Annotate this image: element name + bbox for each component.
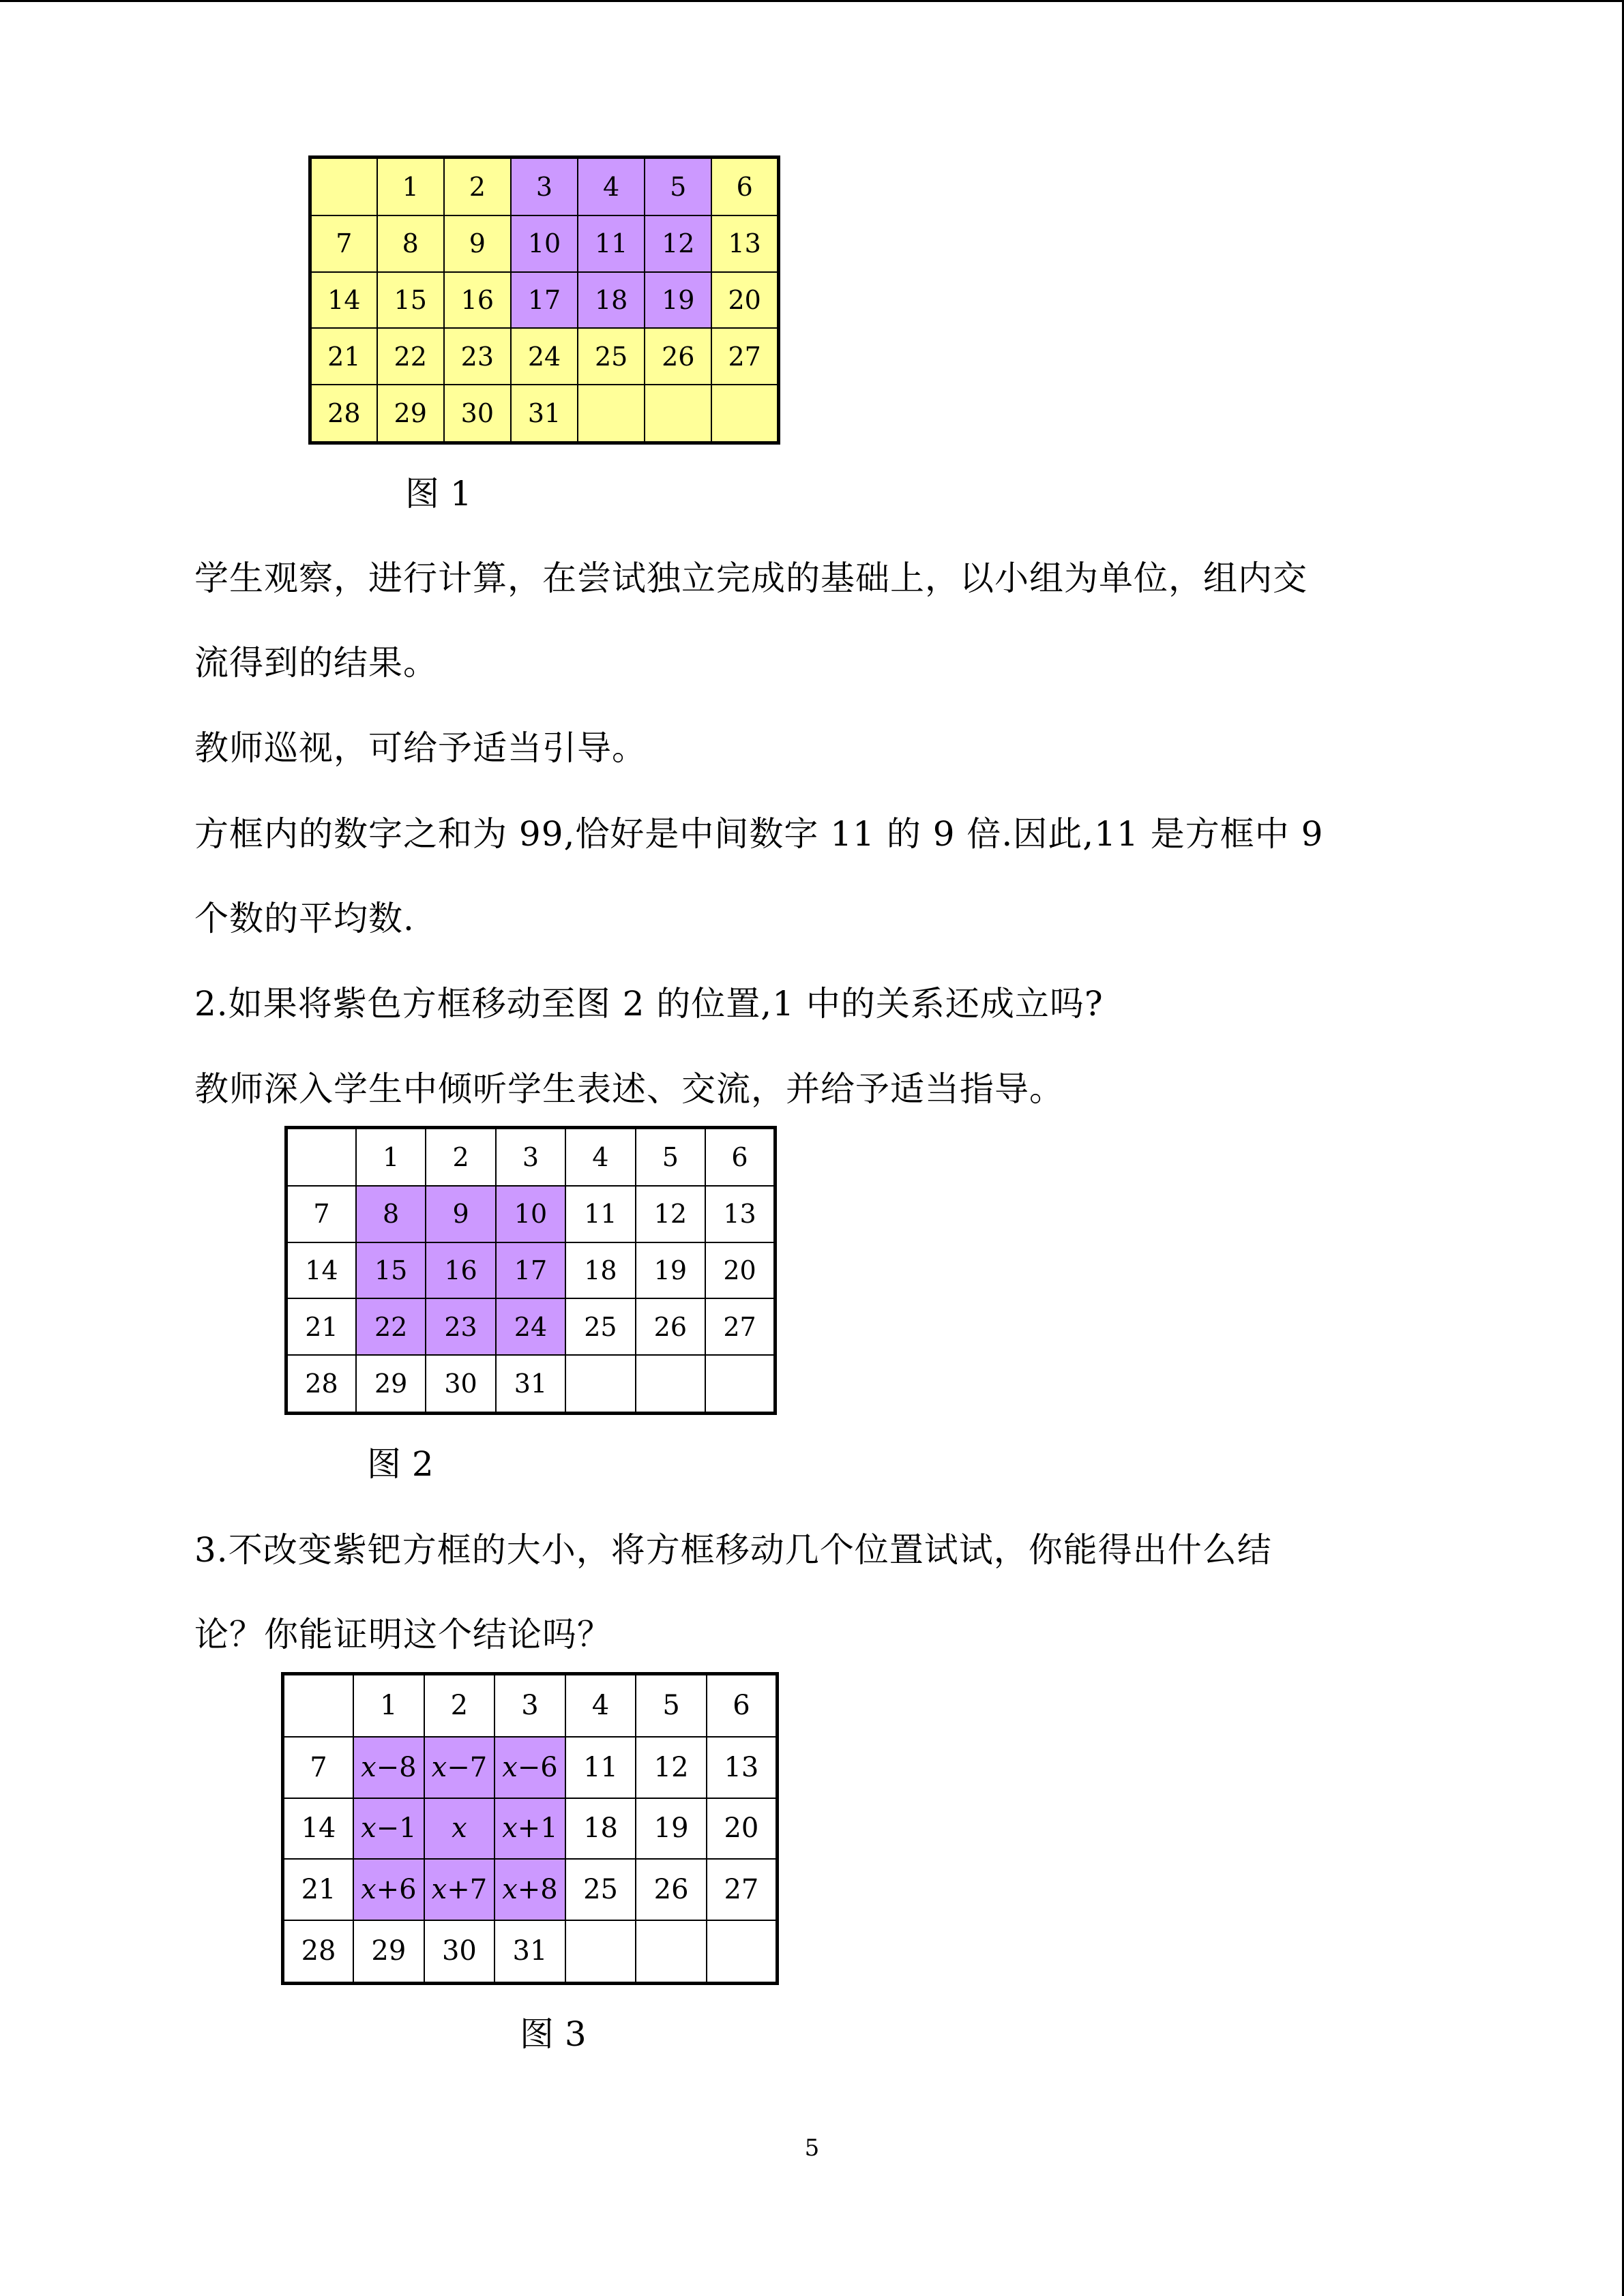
- table-row: [283, 1859, 778, 1920]
- table-cell: [636, 1920, 707, 1984]
- highlighted-cell: 19: [645, 272, 711, 329]
- highlighted-cell: 9: [426, 1186, 495, 1242]
- highlighted-cell: 15: [356, 1242, 426, 1299]
- table-cell: 7: [283, 1737, 354, 1798]
- table-cell: 1: [353, 1674, 424, 1737]
- top-border-line: [0, 0, 1624, 2]
- table-cell: 5: [636, 1128, 705, 1186]
- table-row: [310, 158, 779, 215]
- highlighted-cell: 17: [511, 272, 578, 329]
- highlighted-cell: 4: [578, 158, 645, 215]
- table-cell: 21: [310, 328, 377, 385]
- highlighted-cell: 10: [511, 215, 578, 272]
- table-cell: 24: [511, 328, 578, 385]
- highlighted-cell: 3: [511, 158, 578, 215]
- algebra-cell: x−7: [424, 1737, 495, 1798]
- question-2: 2.如果将紫色方框移动至图 2 的位置,1 中的关系还成立吗?: [194, 984, 1104, 1024]
- table-cell: 29: [353, 1920, 424, 1984]
- paragraph-line: 教师深入学生中倾听学生表述、交流，并给予适当指导。: [194, 1069, 1064, 1109]
- table-cell: [645, 385, 711, 443]
- table-cell: 19: [636, 1242, 705, 1299]
- highlighted-cell: 24: [496, 1298, 565, 1355]
- table-cell: 20: [711, 272, 778, 329]
- highlighted-cell: 23: [426, 1298, 495, 1355]
- paragraph-line: 教师巡视，可给予适当引导。: [194, 728, 647, 768]
- figure3-caption: 图 3: [520, 2014, 587, 2054]
- table-cell: 9: [444, 215, 511, 272]
- algebra-cell: x+6: [353, 1859, 424, 1920]
- table-cell: [636, 1355, 705, 1413]
- algebra-cell: x−6: [494, 1737, 565, 1798]
- table-cell: 21: [283, 1859, 354, 1920]
- table-cell: 18: [565, 1242, 635, 1299]
- table-cell: 3: [496, 1128, 565, 1186]
- highlighted-cell: 12: [645, 215, 711, 272]
- table-cell: [310, 158, 377, 215]
- table-row: [286, 1128, 776, 1186]
- paragraph-line: 个数的平均数.: [194, 899, 415, 938]
- figure1-calendar-table: [308, 155, 780, 445]
- table-cell: 13: [711, 215, 778, 272]
- table-cell: 30: [424, 1920, 495, 1984]
- highlighted-cell: 8: [356, 1186, 426, 1242]
- table-cell: 8: [377, 215, 444, 272]
- highlighted-cell: 17: [496, 1242, 565, 1299]
- table-row: [286, 1242, 776, 1299]
- table-cell: 2: [444, 158, 511, 215]
- table-cell: 14: [283, 1798, 354, 1860]
- table-cell: 21: [286, 1298, 356, 1355]
- table-cell: 26: [636, 1298, 705, 1355]
- table-row: [283, 1674, 778, 1737]
- paragraph-line: 方框内的数字之和为 99,恰好是中间数字 11 的 9 倍.因此,11 是方框中 9: [194, 814, 1324, 854]
- table-row: [310, 385, 779, 443]
- table-cell: 25: [565, 1859, 636, 1920]
- table-cell: 28: [286, 1355, 356, 1413]
- table-cell: 28: [310, 385, 377, 443]
- table-cell: 26: [636, 1859, 707, 1920]
- table-cell: 15: [377, 272, 444, 329]
- algebra-cell: x−8: [353, 1737, 424, 1798]
- table-cell: 6: [707, 1674, 778, 1737]
- table-cell: 12: [636, 1186, 705, 1242]
- table-cell: 11: [565, 1737, 636, 1798]
- table-row: [283, 1798, 778, 1860]
- algebra-cell: x: [424, 1798, 495, 1860]
- highlighted-cell: 18: [578, 272, 645, 329]
- table-cell: 22: [377, 328, 444, 385]
- table-cell: 16: [444, 272, 511, 329]
- paragraph-line: 流得到的结果。: [194, 643, 438, 683]
- table-cell: 20: [705, 1242, 775, 1299]
- table-cell: 13: [705, 1186, 775, 1242]
- table-cell: 4: [565, 1674, 636, 1737]
- table-row: [283, 1920, 778, 1984]
- table-cell: 30: [444, 385, 511, 443]
- table-cell: 5: [636, 1674, 707, 1737]
- figure1-caption: 图 1: [405, 474, 472, 513]
- table-cell: 27: [705, 1298, 775, 1355]
- table-cell: 2: [424, 1674, 495, 1737]
- figure3-calendar-table: [281, 1672, 779, 1985]
- table-cell: 25: [578, 328, 645, 385]
- table-cell: [578, 385, 645, 443]
- table-cell: 1: [377, 158, 444, 215]
- table-row: [310, 215, 779, 272]
- table-cell: 26: [645, 328, 711, 385]
- figure2-calendar-table: [284, 1126, 777, 1415]
- table-cell: 13: [707, 1737, 778, 1798]
- table-cell: [565, 1355, 635, 1413]
- highlighted-cell: 5: [645, 158, 711, 215]
- paragraph-line: 学生观察，进行计算，在尝试独立完成的基础上，以小组为单位，组内交: [194, 558, 1308, 598]
- highlighted-cell: 11: [578, 215, 645, 272]
- table-cell: 27: [711, 328, 778, 385]
- question-3-continued: 论？你能证明这个结论吗？: [194, 1615, 612, 1654]
- table-cell: 18: [565, 1798, 636, 1860]
- algebra-cell: x+7: [424, 1859, 495, 1920]
- algebra-cell: x−1: [353, 1798, 424, 1860]
- figure2-caption: 图 2: [367, 1444, 434, 1484]
- table-cell: [565, 1920, 636, 1984]
- table-cell: 20: [707, 1798, 778, 1860]
- table-cell: 19: [636, 1798, 707, 1860]
- table-cell: 23: [444, 328, 511, 385]
- question-3: 3.不改变紫钯方框的大小，将方框移动几个位置试试，你能得出什么结: [194, 1530, 1272, 1570]
- algebra-cell: x+1: [494, 1798, 565, 1860]
- table-cell: 25: [565, 1298, 635, 1355]
- table-cell: 6: [705, 1128, 775, 1186]
- highlighted-cell: 16: [426, 1242, 495, 1299]
- table-cell: [286, 1128, 356, 1186]
- table-row: [286, 1186, 776, 1242]
- table-cell: [711, 385, 778, 443]
- highlighted-cell: 22: [356, 1298, 426, 1355]
- table-cell: 12: [636, 1737, 707, 1798]
- table-cell: [283, 1674, 354, 1737]
- table-cell: 2: [426, 1128, 495, 1186]
- table-cell: 31: [511, 385, 578, 443]
- table-row: [286, 1355, 776, 1413]
- table-cell: 14: [310, 272, 377, 329]
- table-row: [310, 272, 779, 329]
- table-cell: 29: [356, 1355, 426, 1413]
- table-cell: 6: [711, 158, 778, 215]
- page-number: 5: [804, 2134, 820, 2162]
- table-cell: 14: [286, 1242, 356, 1299]
- table-cell: 31: [496, 1355, 565, 1413]
- table-cell: [705, 1355, 775, 1413]
- table-row: [286, 1298, 776, 1355]
- table-cell: 28: [283, 1920, 354, 1984]
- table-cell: 1: [356, 1128, 426, 1186]
- table-cell: 4: [565, 1128, 635, 1186]
- table-cell: 7: [310, 215, 377, 272]
- table-cell: 3: [494, 1674, 565, 1737]
- table-cell: 27: [707, 1859, 778, 1920]
- table-row: [310, 328, 779, 385]
- table-cell: 7: [286, 1186, 356, 1242]
- table-cell: 31: [494, 1920, 565, 1984]
- highlighted-cell: 10: [496, 1186, 565, 1242]
- table-cell: 11: [565, 1186, 635, 1242]
- table-cell: 30: [426, 1355, 495, 1413]
- table-cell: 29: [377, 385, 444, 443]
- algebra-cell: x+8: [494, 1859, 565, 1920]
- table-cell: [707, 1920, 778, 1984]
- table-row: [283, 1737, 778, 1798]
